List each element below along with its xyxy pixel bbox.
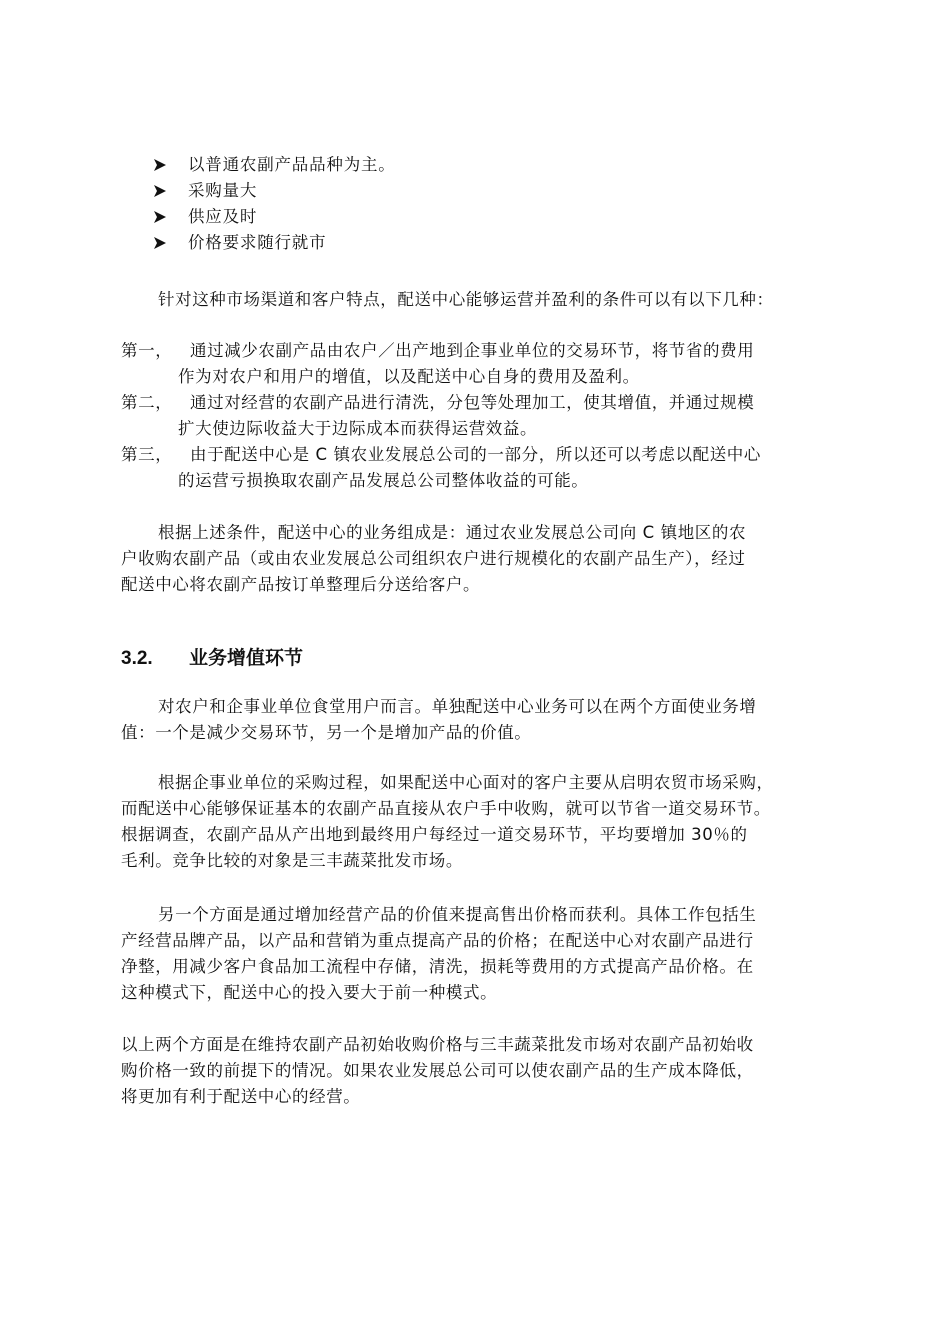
paragraph-line: 根据上述条件，配送中心的业务组成是：通过农业发展总公司向 C 镇地区的农 — [158, 523, 747, 542]
item-label: 第二， — [121, 393, 173, 412]
paragraph-line: 对农户和企事业单位食堂用户而言。单独配送中心业务可以在两个方面使业务增 — [158, 697, 757, 716]
intro-paragraph: 针对这种市场渠道和客户特点，配送中心能够运营并盈利的条件可以有以下几种： — [158, 290, 774, 309]
paragraph-line: 购价格一致的前提下的情况。如果农业发展总公司可以使农副产品的生产成本降低， — [121, 1061, 754, 1080]
paragraph-line: 根据调查，农副产品从产出地到最终用户每经过一道交易环节，平均要增加 30％的 — [121, 825, 748, 844]
bullet-text: 价格要求随行就市 — [188, 233, 327, 252]
item-text-line: 通过对经营的农副产品进行清洗，分包等处理加工，使其增值，并通过规模 — [190, 393, 755, 412]
item-text-line: 由于配送中心是 C 镇农业发展总公司的一部分，所以还可以考虑以配送中心 — [190, 445, 762, 464]
paragraph-line: 根据企事业单位的采购过程，如果配送中心面对的客户主要从启明农贸市场采购， — [158, 773, 774, 792]
item-label: 第一， — [121, 341, 173, 360]
bullet-text: 供应及时 — [188, 207, 258, 226]
item-text-line: 通过减少农副产品由农户／出产地到企事业单位的交易环节，将节省的费用 — [190, 341, 755, 360]
paragraph-line: 而配送中心能够保证基本的农副产品直接从农户手中收购，就可以节省一道交易环节。 — [121, 799, 771, 818]
item-text-line: 扩大使边际收益大于边际成本而获得运营效益。 — [178, 419, 538, 438]
paragraph-line: 配送中心将农副产品按订单整理后分送给客户。 — [121, 575, 481, 594]
paragraph-line: 产经营品牌产品，以产品和营销为重点提高产品的价格；在配送中心对农副产品进行 — [121, 931, 754, 950]
item-text-line: 作为对农户和用户的增值，以及配送中心自身的费用及盈利。 — [178, 367, 640, 386]
paragraph-line: 另一个方面是通过增加经营产品的价值来提高售出价格而获利。具体工作包括生 — [158, 905, 757, 924]
arrow-bullet-icon — [152, 178, 168, 204]
paragraph-line: 这种模式下，配送中心的投入要大于前一种模式。 — [121, 983, 498, 1002]
paragraph-line: 将更加有利于配送中心的经营。 — [121, 1087, 361, 1106]
paragraph-line: 以上两个方面是在维持农副产品初始收购价格与三丰蔬菜批发市场对农副产品初始收 — [121, 1035, 754, 1054]
bullet-text: 以普通农副产品品种为主。 — [188, 155, 396, 174]
arrow-bullet-icon — [152, 230, 168, 256]
section-number: 3.2. — [121, 648, 153, 669]
arrow-bullet-icon — [152, 204, 168, 230]
paragraph-line: 净整，用减少客户食品加工流程中存储，清洗，损耗等费用的方式提高产品价格。在 — [121, 957, 754, 976]
paragraph-line: 户收购农副产品（或由农业发展总公司组织农户进行规模化的农副产品生产），经过 — [121, 549, 746, 568]
section-title: 业务增值环节 — [189, 647, 304, 669]
paragraph-line: 值：一个是减少交易环节，另一个是增加产品的价值。 — [121, 723, 532, 742]
section-heading — [121, 644, 303, 673]
arrow-bullet-icon — [152, 152, 168, 178]
item-text-line: 的运营亏损换取农副产品发展总公司整体收益的可能。 — [178, 471, 589, 490]
bullet-text: 采购量大 — [188, 181, 258, 200]
item-label: 第三， — [121, 445, 173, 464]
paragraph-line: 毛利。竞争比较的对象是三丰蔬菜批发市场。 — [121, 851, 463, 870]
